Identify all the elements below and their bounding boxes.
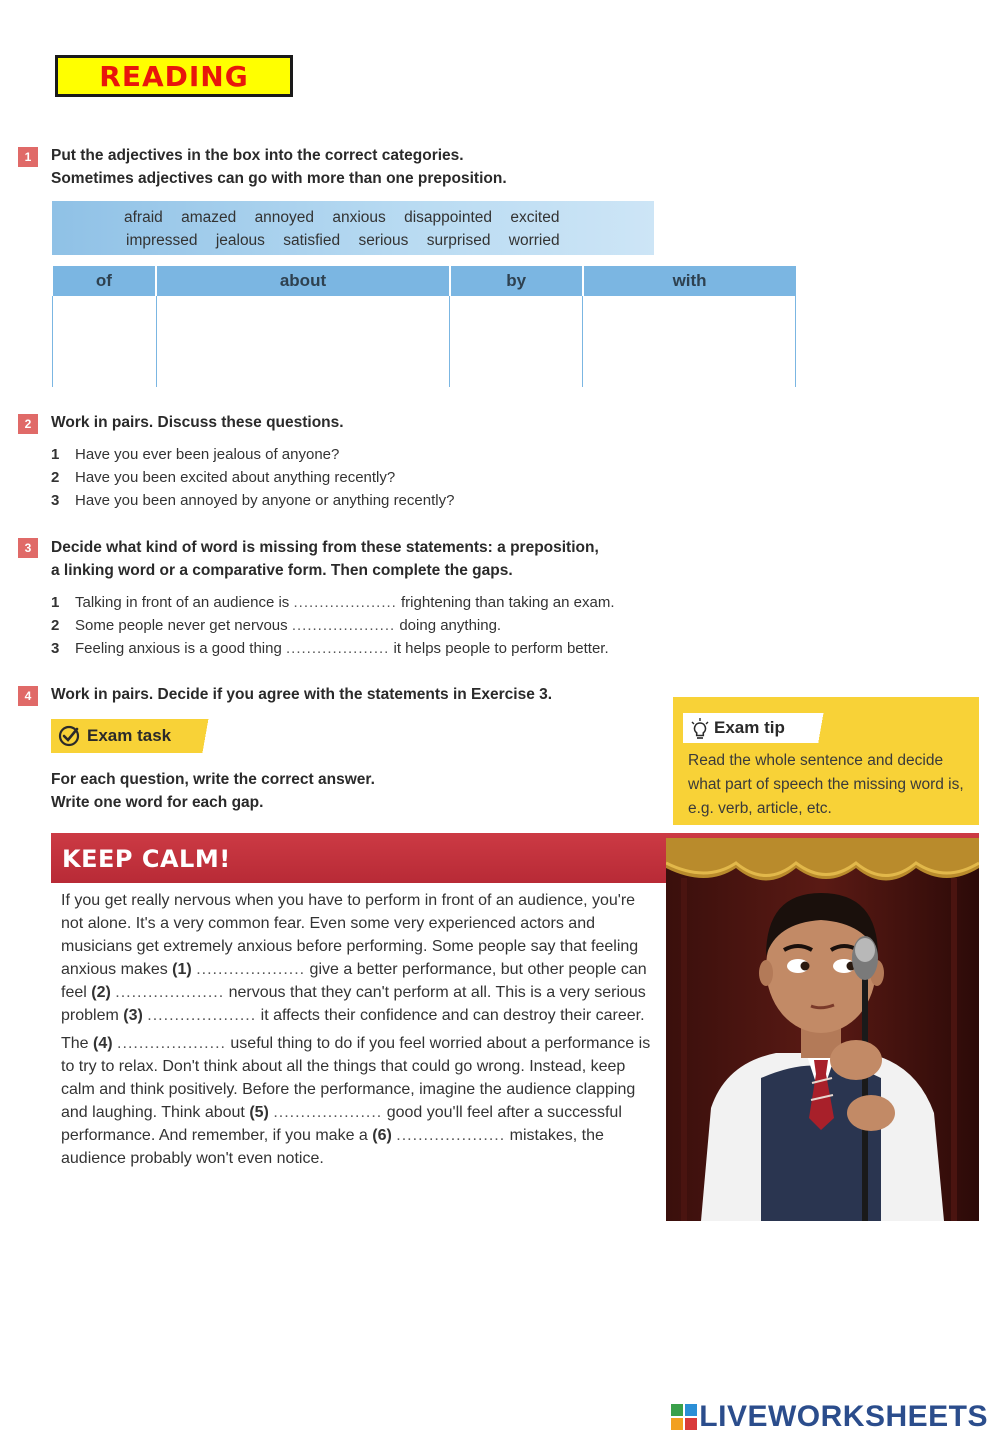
word-afraid: afraid [124, 209, 163, 226]
gap-blank-3[interactable]: .................... [147, 1007, 257, 1024]
gap-blank[interactable]: .................... [285, 640, 390, 657]
liveworksheets-logo[interactable]: LIVEWORKSHEETS [671, 1400, 988, 1434]
word-serious: serious [358, 232, 409, 249]
exercise-4-instruction: Work in pairs. Decide if you agree with the statements in Exercise 3. [51, 686, 553, 703]
answer-cell-with[interactable] [583, 296, 796, 387]
word-row-2 [124, 229, 654, 252]
word-annoyed: annoyed [254, 209, 315, 226]
list-item: 1 Talking in front of an audience is .................... frightening than taking an exam. [51, 594, 615, 611]
category-table [52, 266, 796, 387]
exam-tip-text: Read the whole sentence and decide what part of speech the missing word is, e.g. verb, article, etc. [688, 752, 964, 817]
gap-blank-1[interactable]: .................... [196, 961, 306, 978]
exercise-3-instruction: Decide what kind of word is missing from these statements: a preposition, a linking word or a comparative form. Then complete the gaps. [51, 539, 599, 579]
list-item: 1 Have you ever been jealous of anyone? [51, 446, 340, 463]
list-item: 3 Feeling anxious is a good thing .................... it helps people to perform better. [51, 640, 609, 657]
boy-microphone-photo [666, 838, 979, 1221]
column-header-of: of [53, 266, 157, 296]
word-worried: worried [508, 232, 560, 249]
passage-paragraph-2: The (4) .................... useful thing to do if you feel worried about a performance is to try to relax. Don't think about all the things that could go wrong. Instead, keep calm and think positively. Before the performance, imagine the audience clapping and laughing. Think about (5) .................... good you'll feel after a successful performance. And remember, if you make a (6) .................... mistakes, the audience probably won't even notice. [61, 1035, 651, 1167]
exam-tip-box [673, 697, 979, 825]
list-item: 3 Have you been annoyed by anyone or anything recently? [51, 492, 455, 509]
exercise-3-badge: 3 [18, 538, 38, 558]
gap-blank-2[interactable]: .................... [115, 984, 225, 1001]
list-item: 2 Have you been excited about anything recently? [51, 469, 396, 486]
answer-cell-of[interactable] [53, 296, 157, 387]
gap-blank-4[interactable]: .................... [117, 1035, 226, 1052]
exercise-1-instruction: Put the adjectives in the box into the correct categories. Sometimes adjectives can go with more than one preposition. [51, 147, 507, 187]
exercise-3-statements [51, 591, 615, 660]
word-surprised: surprised [426, 232, 491, 249]
liveworksheets-logo-icon [671, 1404, 697, 1430]
word-impressed: impressed [126, 232, 198, 249]
gap-blank[interactable]: .................... [291, 617, 396, 634]
passage-text [61, 889, 656, 1175]
word-excited: excited [510, 209, 560, 226]
gap-blank-5[interactable]: .................... [273, 1104, 383, 1121]
word-row-1 [124, 206, 654, 229]
adjective-word-box [52, 201, 654, 255]
reading-title: READING [99, 59, 249, 93]
word-anxious: anxious [332, 209, 386, 226]
word-disappointed: disappointed [404, 209, 493, 226]
answer-cell-by[interactable] [450, 296, 583, 387]
gap-blank-6[interactable]: .................... [396, 1127, 506, 1144]
lightbulb-icon [690, 718, 710, 740]
exam-task-instruction: For each question, write the correct answer. Write one word for each gap. [51, 771, 375, 811]
passage-paragraph-1: If you get really nervous when you have to perform in front of an audience, you're not alone. It's a very common fear. Even some very experienced actors and musicians get extremely anxious before performing. Some people say that feeling anxious makes (1) .................... give a better performance, but other people can feel (2) .................... nervous that they can't perform at all. This is a very serious problem (3) .................... it affects their confidence and can destroy their career. [61, 892, 647, 1024]
exam-task-label: Exam task [51, 719, 237, 753]
exercise-4-badge: 4 [18, 686, 38, 706]
exercise-2-badge: 2 [18, 414, 38, 434]
word-satisfied: satisfied [283, 232, 341, 249]
check-circle-icon [58, 725, 80, 747]
list-item: 2 Some people never get nervous .................... doing anything. [51, 617, 502, 634]
reading-title-box [55, 55, 293, 97]
exercise-2-instruction: Work in pairs. Discuss these questions. [51, 414, 344, 431]
passage-title: KEEP CALM! [62, 845, 231, 873]
exam-tip-label: Exam tip [683, 713, 843, 743]
word-jealous: jealous [215, 232, 265, 249]
column-header-by: by [450, 266, 583, 296]
exercise-1-badge: 1 [18, 147, 38, 167]
column-header-with: with [583, 266, 796, 296]
column-header-about: about [156, 266, 450, 296]
exercise-2-questions [51, 443, 454, 512]
word-amazed: amazed [181, 209, 237, 226]
gap-blank[interactable]: .................... [293, 594, 397, 611]
answer-cell-about[interactable] [156, 296, 450, 387]
